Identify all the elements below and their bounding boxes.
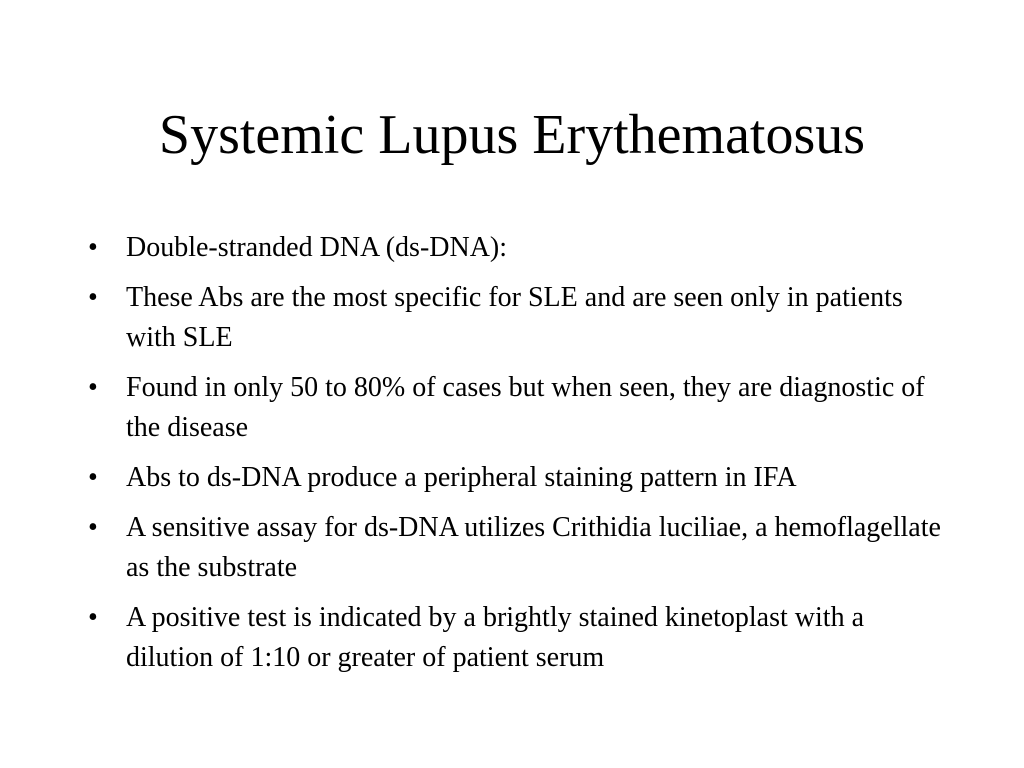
bullet-item — [88, 598, 948, 678]
bullet-marker: • — [88, 462, 98, 493]
bullet-marker: • — [88, 602, 98, 633]
bullet-marker: • — [88, 232, 98, 263]
bullet-text: Double-stranded DNA (ds-DNA): — [126, 232, 508, 263]
slide-title: Systemic Lupus Erythematosus — [158, 104, 866, 166]
bullet-item — [88, 278, 948, 358]
bullet-marker: • — [88, 372, 98, 403]
bullet-marker: • — [88, 512, 98, 543]
bullet-item — [88, 458, 948, 498]
bullet-item — [88, 228, 948, 268]
bullet-list — [88, 228, 948, 688]
bullet-marker: • — [88, 282, 98, 313]
bullet-text: Abs to ds-DNA produce a peripheral staining pattern in IFA — [126, 462, 797, 493]
bullet-text: These Abs are the most specific for SLE and are seen only in patients with SLE — [126, 282, 903, 353]
bullet-text: A positive test is indicated by a brightly stained kinetoplast with a dilution of 1:10 or greater of patient serum — [126, 602, 864, 673]
bullet-item — [88, 508, 948, 588]
bullet-text: A sensitive assay for ds-DNA utilizes Crithidia luciliae, a hemoflagellate as the substrate — [126, 512, 941, 583]
bullet-text: Found in only 50 to 80% of cases but when seen, they are diagnostic of the disease — [126, 372, 925, 443]
bullet-item — [88, 368, 948, 448]
